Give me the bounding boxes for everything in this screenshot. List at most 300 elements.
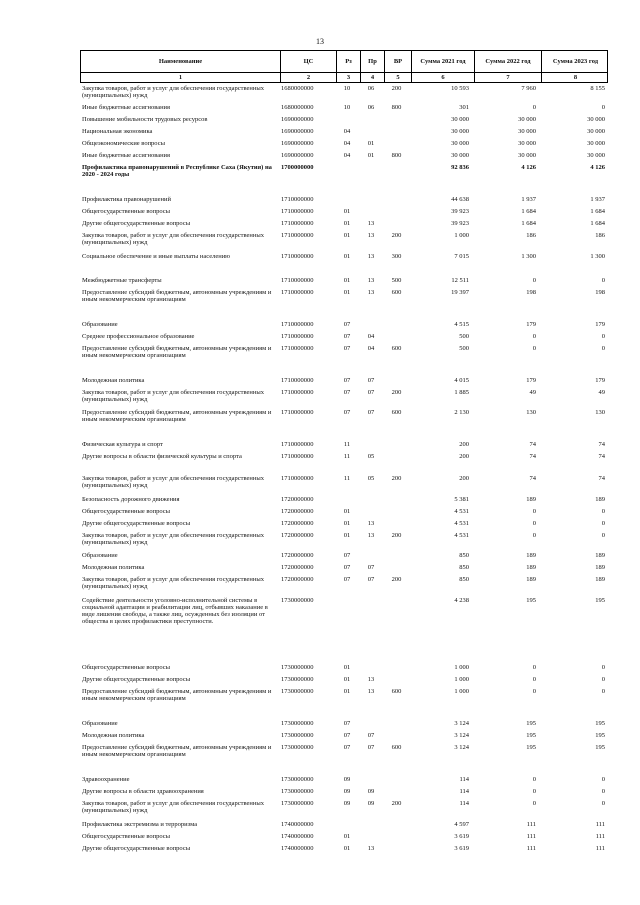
row-rz: 04 [343, 152, 351, 159]
row-sum-2021: 4 531 [454, 508, 469, 515]
row-sum-2023: 49 [598, 389, 605, 396]
row-sum-2021: 2 130 [454, 409, 469, 416]
row-sum-2023: 195 [595, 720, 605, 727]
row-name: Межбюджетные трансферты [82, 277, 162, 284]
row-pr: 06 [367, 104, 375, 111]
row-rz: 07 [343, 345, 351, 352]
row-cs: 1690000000 [281, 116, 314, 123]
row-sum-2022: 0 [532, 520, 536, 527]
row-rz: 10 [343, 104, 351, 111]
row-sum-2022: 1 684 [521, 208, 536, 215]
row-sum-2022: 1 684 [521, 220, 536, 227]
row-rz: 01 [343, 833, 351, 840]
row-sum-2021: 3 124 [454, 744, 469, 751]
row-sum-2021: 500 [459, 333, 469, 340]
row-sum-2023: 189 [595, 576, 605, 583]
row-sum-2021: 4 597 [454, 821, 469, 828]
row-rz: 09 [343, 776, 351, 783]
row-rz: 01 [343, 289, 351, 296]
row-vr: 200 [391, 800, 402, 807]
row-cs: 1730000000 [281, 688, 314, 695]
row-rz: 01 [343, 520, 351, 527]
row-vr: 500 [391, 277, 402, 284]
table-row [80, 389, 608, 403]
row-sum-2022: 0 [532, 345, 536, 352]
row-rz: 01 [343, 232, 351, 239]
row-sum-2023: 198 [595, 289, 605, 296]
row-sum-2021: 114 [459, 776, 469, 783]
row-sum-2021: 850 [459, 564, 469, 571]
row-sum-2021: 114 [459, 788, 469, 795]
row-rz: 01 [343, 688, 351, 695]
row-pr: 13 [367, 277, 375, 284]
row-name: Предоставление субсидий бюджетным, автономным учреждениям и иным некоммерческим организациям [82, 688, 272, 702]
budget-table [80, 50, 608, 873]
row-vr: 600 [391, 345, 402, 352]
row-cs: 1740000000 [281, 833, 314, 840]
row-sum-2022: 74 [529, 475, 536, 482]
row-cs: 1730000000 [281, 800, 314, 807]
row-sum-2022: 4 126 [521, 164, 536, 171]
row-rz: 10 [343, 85, 351, 92]
row-sum-2023: 179 [595, 321, 605, 328]
table-row [80, 164, 608, 178]
row-name: Закупка товаров, работ и услуг для обеспечения государственных (муниципальных) нужд [82, 232, 265, 246]
row-cs: 1720000000 [281, 496, 314, 503]
row-sum-2021: 10 593 [451, 85, 469, 92]
row-name: Общегосударственные вопросы [82, 508, 171, 515]
row-vr: 200 [391, 475, 402, 482]
table-row [80, 744, 608, 758]
header-sum-2023: Сумма 2023 год [541, 51, 609, 72]
table-row [80, 532, 608, 546]
row-sum-2021: 3 619 [454, 833, 469, 840]
row-sum-2022: 74 [529, 441, 536, 448]
row-cs: 1720000000 [281, 508, 314, 515]
row-sum-2022: 189 [526, 496, 536, 503]
row-name: Образование [82, 720, 118, 727]
row-rz: 01 [343, 508, 351, 515]
row-sum-2023: 0 [601, 532, 605, 539]
row-sum-2023: 30 000 [587, 128, 605, 135]
row-sum-2023: 0 [601, 333, 605, 340]
row-sum-2022: 1 300 [521, 253, 536, 260]
row-sum-2022: 111 [526, 833, 536, 840]
row-name: Другие общегосударственные вопросы [82, 845, 191, 852]
row-sum-2021: 1 885 [454, 389, 469, 396]
header-pr: Пр [360, 51, 384, 72]
row-sum-2023: 74 [598, 475, 605, 482]
row-name: Общегосударственные вопросы [82, 833, 171, 840]
row-cs: 1690000000 [281, 140, 314, 147]
header-sum-2021: Сумма 2021 год [411, 51, 474, 72]
row-pr: 13 [367, 520, 375, 527]
row-sum-2023: 195 [595, 744, 605, 751]
row-rz: 11 [343, 475, 351, 482]
row-sum-2023: 111 [595, 833, 605, 840]
row-rz: 07 [343, 321, 351, 328]
row-pr: 13 [367, 253, 375, 260]
page-number: 13 [316, 37, 324, 46]
row-vr: 200 [391, 232, 402, 239]
row-cs: 1720000000 [281, 532, 314, 539]
row-vr: 600 [391, 409, 402, 416]
row-cs: 1710000000 [281, 220, 314, 227]
row-name: Другие вопросы в области физической культуры и спорта [82, 453, 242, 460]
row-sum-2022: 7 960 [521, 85, 536, 92]
row-pr: 09 [367, 788, 375, 795]
row-sum-2021: 12 511 [451, 277, 469, 284]
row-cs: 1690000000 [281, 152, 314, 159]
row-rz: 09 [343, 788, 351, 795]
row-cs: 1710000000 [281, 377, 314, 384]
row-name: Иные бюджетные ассигнования [82, 104, 171, 111]
row-sum-2023: 111 [595, 821, 605, 828]
row-pr: 01 [367, 152, 375, 159]
row-sum-2022: 49 [529, 389, 536, 396]
row-sum-2023: 0 [601, 676, 605, 683]
row-rz: 01 [343, 532, 351, 539]
row-pr: 05 [367, 453, 375, 460]
row-pr: 07 [367, 564, 375, 571]
row-sum-2023: 179 [595, 377, 605, 384]
row-name: Иные бюджетные ассигнования [82, 152, 171, 159]
row-rz: 11 [343, 453, 351, 460]
row-cs: 1710000000 [281, 196, 314, 203]
row-sum-2021: 7 015 [454, 253, 469, 260]
row-name: Профилактика правонарушений в Республике Саха (Якутия) на 2020 - 2024 годы [82, 164, 272, 178]
col-number: 2 [280, 73, 336, 82]
row-sum-2023: 30 000 [587, 152, 605, 159]
table-row [80, 576, 608, 590]
table-row [80, 475, 608, 489]
row-rz: 01 [343, 676, 351, 683]
row-sum-2021: 19 397 [451, 289, 469, 296]
row-cs: 1740000000 [281, 845, 314, 852]
row-name: Здравоохранение [82, 776, 130, 783]
table-row [80, 845, 608, 859]
row-sum-2022: 195 [526, 732, 536, 739]
row-pr: 06 [367, 85, 375, 92]
table-row [80, 232, 608, 246]
row-name: Образование [82, 321, 118, 328]
row-sum-2021: 200 [459, 453, 469, 460]
row-sum-2021: 5 381 [454, 496, 469, 503]
row-sum-2023: 30 000 [587, 140, 605, 147]
row-sum-2021: 39 923 [451, 208, 469, 215]
row-cs: 1710000000 [281, 453, 314, 460]
row-vr: 200 [391, 532, 402, 539]
header-cs: ЦС [280, 51, 336, 72]
row-sum-2021: 1 000 [454, 676, 469, 683]
row-pr: 13 [367, 532, 375, 539]
row-vr: 600 [391, 289, 402, 296]
row-name: Социальное обеспечение и иные выплаты населению [82, 253, 231, 260]
row-pr: 04 [367, 345, 375, 352]
row-pr: 07 [367, 377, 375, 384]
row-sum-2022: 30 000 [518, 140, 536, 147]
row-sum-2022: 74 [529, 453, 536, 460]
row-sum-2023: 4 126 [590, 164, 605, 171]
row-vr: 600 [391, 744, 402, 751]
row-sum-2021: 4 515 [454, 321, 469, 328]
row-pr: 07 [367, 389, 375, 396]
row-rz: 07 [343, 333, 351, 340]
row-sum-2023: 0 [601, 776, 605, 783]
row-sum-2022: 179 [526, 321, 536, 328]
row-sum-2021: 3 124 [454, 720, 469, 727]
header-rz: Рз [336, 51, 360, 72]
row-sum-2021: 44 638 [451, 196, 469, 203]
row-name: Молодежная политика [82, 564, 145, 571]
row-name: Профилактика правонарушений [82, 196, 171, 203]
row-name: Образование [82, 552, 118, 559]
row-rz: 07 [343, 409, 351, 416]
row-name: Предоставление субсидий бюджетным, автономным учреждениям и иным некоммерческим организациям [82, 744, 272, 758]
row-vr: 200 [391, 576, 402, 583]
row-sum-2022: 0 [532, 788, 536, 795]
row-vr: 600 [391, 688, 402, 695]
row-sum-2023: 0 [601, 800, 605, 807]
row-sum-2023: 111 [595, 845, 605, 852]
row-rz: 07 [343, 576, 351, 583]
row-rz: 01 [343, 220, 351, 227]
row-name: Закупка товаров, работ и услуг для обеспечения государственных (муниципальных) нужд [82, 475, 265, 489]
row-sum-2021: 1 000 [454, 688, 469, 695]
row-name: Повышение мобильности трудовых ресурсов [82, 116, 208, 123]
row-sum-2022: 130 [526, 409, 536, 416]
row-sum-2021: 114 [459, 800, 469, 807]
table-row [80, 345, 608, 359]
row-sum-2022: 111 [526, 845, 536, 852]
row-pr: 13 [367, 220, 375, 227]
row-rz: 07 [343, 552, 351, 559]
row-pr: 04 [367, 333, 375, 340]
row-sum-2022: 195 [526, 720, 536, 727]
row-sum-2021: 200 [459, 441, 469, 448]
row-name: Общегосударственные вопросы [82, 208, 171, 215]
row-cs: 1720000000 [281, 552, 314, 559]
row-sum-2021: 850 [459, 576, 469, 583]
row-sum-2022: 1 937 [521, 196, 536, 203]
row-cs: 1720000000 [281, 564, 314, 571]
row-cs: 1730000000 [281, 676, 314, 683]
row-rz: 04 [343, 140, 351, 147]
table-row [80, 800, 608, 814]
row-cs: 1730000000 [281, 720, 314, 727]
row-name: Содействие деятельности уголовно-исполнительной системы в социальной адаптации и реабилитации лиц, отбывших наказание в виде лишения свободы, а также лиц, осужденных без изоляции от общества в целях профилактики преступности. [82, 597, 268, 625]
row-sum-2023: 189 [595, 564, 605, 571]
row-sum-2022: 195 [526, 597, 536, 604]
row-sum-2023: 1 937 [590, 196, 605, 203]
row-cs: 1710000000 [281, 253, 314, 260]
row-sum-2022: 30 000 [518, 152, 536, 159]
row-name: Другие общегосударственные вопросы [82, 520, 191, 527]
row-pr: 09 [367, 800, 375, 807]
row-sum-2022: 0 [532, 508, 536, 515]
row-sum-2022: 0 [532, 800, 536, 807]
row-name: Закупка товаров, работ и услуг для обеспечения государственных (муниципальных) нужд [82, 532, 265, 546]
row-cs: 1690000000 [281, 128, 314, 135]
row-pr: 07 [367, 732, 375, 739]
row-name: Безопасность дорожного движения [82, 496, 180, 503]
row-sum-2023: 1 684 [590, 220, 605, 227]
header-name: Наименование [158, 58, 203, 65]
row-cs: 1730000000 [281, 776, 314, 783]
row-sum-2022: 0 [532, 333, 536, 340]
table-row [80, 253, 608, 267]
col-number: 7 [474, 73, 541, 82]
row-cs: 1720000000 [281, 520, 314, 527]
row-sum-2022: 30 000 [518, 128, 536, 135]
row-rz: 07 [343, 732, 351, 739]
row-rz: 01 [343, 845, 351, 852]
row-sum-2022: 0 [532, 532, 536, 539]
row-sum-2021: 301 [459, 104, 469, 111]
row-pr: 05 [367, 475, 375, 482]
row-sum-2023: 0 [601, 345, 605, 352]
row-name: Другие общегосударственные вопросы [82, 676, 191, 683]
row-sum-2023: 195 [595, 597, 605, 604]
row-sum-2023: 0 [601, 277, 605, 284]
row-sum-2023: 189 [595, 496, 605, 503]
row-sum-2023: 0 [601, 520, 605, 527]
row-sum-2021: 30 000 [451, 128, 469, 135]
row-cs: 1680000000 [281, 85, 314, 92]
table-body [80, 83, 608, 873]
row-sum-2022: 189 [526, 564, 536, 571]
row-name: Профилактика экстремизма и терроризма [82, 821, 198, 828]
row-pr: 13 [367, 289, 375, 296]
row-sum-2022: 189 [526, 576, 536, 583]
row-sum-2022: 198 [526, 289, 536, 296]
row-name: Национальная экономика [82, 128, 153, 135]
row-cs: 1710000000 [281, 333, 314, 340]
col-number: 3 [336, 73, 360, 82]
row-vr: 800 [391, 152, 402, 159]
row-sum-2021: 4 238 [454, 597, 469, 604]
row-pr: 13 [367, 688, 375, 695]
row-name: Среднее профессиональное образование [82, 333, 195, 340]
row-name: Общегосударственные вопросы [82, 664, 171, 671]
table-row [80, 453, 608, 467]
row-cs: 1730000000 [281, 732, 314, 739]
row-rz: 01 [343, 208, 351, 215]
row-pr: 13 [367, 232, 375, 239]
row-sum-2021: 30 000 [451, 140, 469, 147]
row-sum-2021: 30 000 [451, 152, 469, 159]
row-sum-2021: 30 000 [451, 116, 469, 123]
row-sum-2023: 8 155 [590, 85, 605, 92]
row-cs: 1730000000 [281, 744, 314, 751]
row-rz: 09 [343, 800, 351, 807]
row-cs: 1710000000 [281, 208, 314, 215]
col-number: 8 [541, 73, 609, 82]
row-sum-2021: 39 923 [451, 220, 469, 227]
row-sum-2022: 0 [532, 104, 536, 111]
row-rz: 07 [343, 720, 351, 727]
row-cs: 1710000000 [281, 389, 314, 396]
row-cs: 1710000000 [281, 289, 314, 296]
row-name: Молодежная политика [82, 377, 145, 384]
table-row [80, 289, 608, 303]
row-cs: 1700000000 [281, 164, 314, 171]
row-cs: 1710000000 [281, 232, 314, 239]
row-sum-2021: 1 000 [454, 232, 469, 239]
row-name: Закупка товаров, работ и услуг для обеспечения государственных (муниципальных) нужд [82, 800, 265, 814]
row-sum-2021: 850 [459, 552, 469, 559]
row-sum-2022: 0 [532, 688, 536, 695]
row-sum-2021: 1 000 [454, 664, 469, 671]
row-cs: 1710000000 [281, 277, 314, 284]
row-sum-2023: 186 [595, 232, 605, 239]
row-sum-2021: 4 531 [454, 520, 469, 527]
row-sum-2023: 0 [601, 788, 605, 795]
row-sum-2022: 30 000 [518, 116, 536, 123]
row-sum-2023: 0 [601, 688, 605, 695]
row-rz: 07 [343, 744, 351, 751]
row-sum-2022: 0 [532, 664, 536, 671]
row-name: Закупка товаров, работ и услуг для обеспечения государственных (муниципальных) нужд [82, 389, 265, 403]
row-sum-2023: 74 [598, 441, 605, 448]
row-sum-2022: 189 [526, 552, 536, 559]
row-sum-2022: 186 [526, 232, 536, 239]
column-numbers [80, 73, 608, 83]
col-number: 5 [384, 73, 411, 82]
row-sum-2023: 74 [598, 453, 605, 460]
row-name: Физическая культура и спорт [82, 441, 163, 448]
table-header [80, 50, 608, 73]
row-pr: 13 [367, 676, 375, 683]
row-sum-2022: 0 [532, 776, 536, 783]
row-sum-2021: 3 124 [454, 732, 469, 739]
row-pr: 01 [367, 140, 375, 147]
row-sum-2021: 92 836 [451, 164, 469, 171]
row-cs: 1710000000 [281, 345, 314, 352]
row-rz: 07 [343, 564, 351, 571]
row-pr: 13 [367, 845, 375, 852]
header-vr: ВР [384, 51, 411, 72]
row-name: Предоставление субсидий бюджетным, автономным учреждениям и иным некоммерческим организациям [82, 409, 272, 423]
row-cs: 1710000000 [281, 321, 314, 328]
row-name: Закупка товаров, работ и услуг для обеспечения государственных (муниципальных) нужд [82, 576, 265, 590]
row-vr: 200 [391, 85, 402, 92]
row-rz: 07 [343, 377, 351, 384]
row-name: Предоставление субсидий бюджетным, автономным учреждениям и иным некоммерческим организациям [82, 345, 272, 359]
header-sum-2022: Сумма 2022 год [474, 51, 541, 72]
row-cs: 1720000000 [281, 576, 314, 583]
row-name: Предоставление субсидий бюджетным, автономным учреждениям и иным некоммерческим организациям [82, 289, 272, 303]
table-row [80, 409, 608, 423]
col-number: 6 [411, 73, 474, 82]
row-rz: 07 [343, 389, 351, 396]
row-pr: 07 [367, 744, 375, 751]
row-cs: 1680000000 [281, 104, 314, 111]
row-sum-2023: 1 300 [590, 253, 605, 260]
row-cs: 1730000000 [281, 788, 314, 795]
row-sum-2021: 4 015 [454, 377, 469, 384]
row-sum-2023: 0 [601, 664, 605, 671]
row-sum-2023: 195 [595, 732, 605, 739]
row-sum-2022: 0 [532, 676, 536, 683]
row-rz: 01 [343, 277, 351, 284]
row-sum-2023: 0 [601, 508, 605, 515]
row-cs: 1730000000 [281, 664, 314, 671]
row-vr: 200 [391, 389, 402, 396]
row-name: Закупка товаров, работ и услуг для обеспечения государственных (муниципальных) нужд [82, 85, 265, 99]
row-sum-2023: 30 000 [587, 116, 605, 123]
row-sum-2023: 189 [595, 552, 605, 559]
